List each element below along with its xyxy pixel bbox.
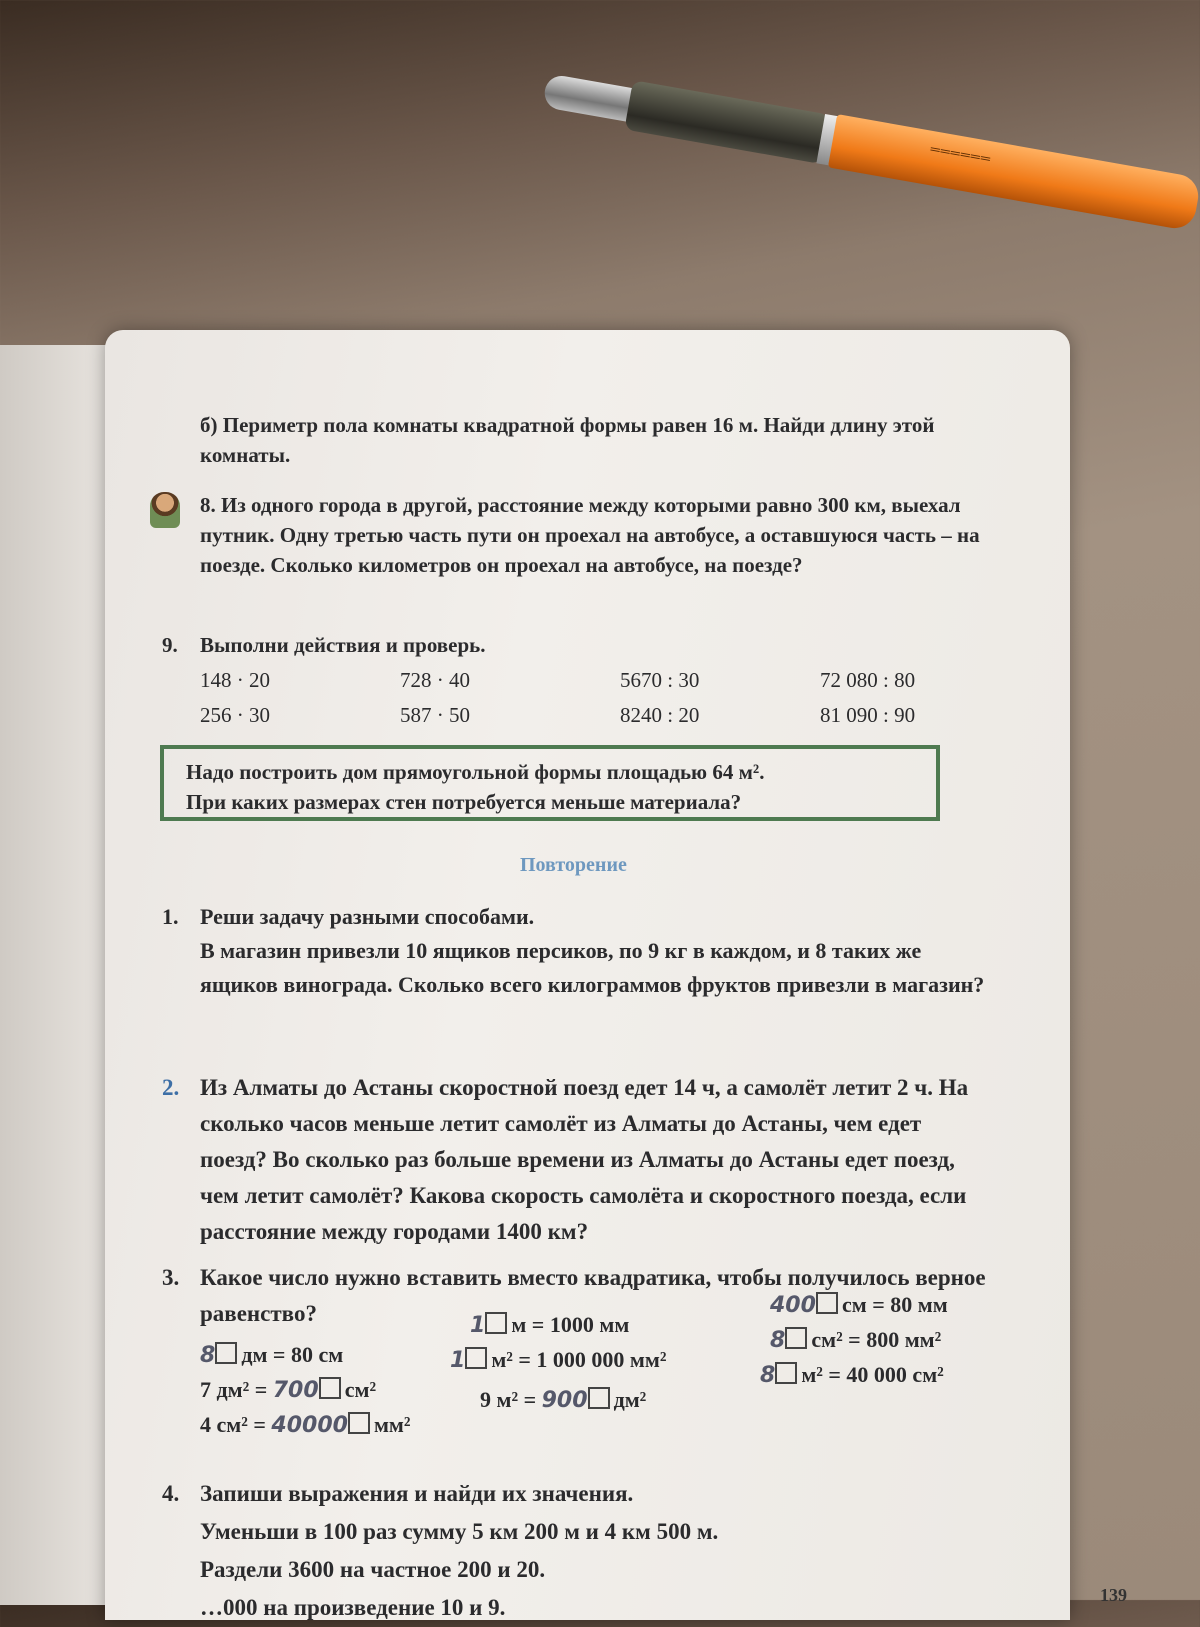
equation <box>480 1385 646 1416</box>
square-icon <box>319 1377 341 1399</box>
expression: 72 080 : 80 <box>820 668 916 692</box>
square-icon <box>816 1292 838 1314</box>
expression: 81 090 : 90 <box>820 703 916 727</box>
equation-text: см² = 800 мм² <box>811 1327 942 1352</box>
expression: 148 · 20 <box>200 668 270 692</box>
answer: 8 <box>760 1363 776 1388</box>
left-page <box>0 345 110 1605</box>
review-2-text: Из Алматы до Астаны скоростной поезд едет 14 ч, а самолёт летит 2 ч. На сколько часов меньше летит самолёт из Алматы до Астаны, чем едет поезд? Во сколько раз больше времени из Алматы до Астаны едет поезд, чем летит самолёт? Какова скорость самолёта и скоростного поезда, если расстояние между городами 1400 км? <box>200 1075 969 1244</box>
equation-text: м² = 1 000 000 мм² <box>491 1347 667 1372</box>
expression: 8240 : 20 <box>620 703 700 727</box>
equation <box>770 1290 948 1321</box>
review-4-line-3: …000 на произведение 10 и 9. <box>200 1595 506 1620</box>
answer: 40000 <box>271 1413 348 1438</box>
expression: 256 · 30 <box>200 703 270 727</box>
task-9 <box>162 630 990 660</box>
equation <box>200 1340 343 1371</box>
answer: 900 <box>541 1388 588 1413</box>
answer: 700 <box>272 1378 319 1403</box>
equation <box>470 1310 629 1341</box>
challenge-box <box>160 745 940 821</box>
answer: 1 <box>450 1348 466 1373</box>
review-4-title: Запиши выражения и найди их значения. <box>200 1481 634 1506</box>
review-4 <box>162 1475 990 1627</box>
equation-text: мм² <box>373 1412 411 1437</box>
review-1-title: Реши задачу разными способами. <box>200 904 535 929</box>
square-icon <box>465 1347 487 1369</box>
expression: 728 · 40 <box>400 668 470 692</box>
square-icon <box>485 1312 507 1334</box>
equation-text: м = 1000 мм <box>511 1312 630 1337</box>
task-8-text: Из одного города в другой, расстояние между которыми равно 300 км, выехал путник. Одну третью часть пути он проехал на автобусе, а оставшуюся часть – на поезде. Сколько километров он проехал на автобусе, на поезде? <box>200 493 980 577</box>
review-3-number: 3. <box>162 1265 180 1290</box>
equation <box>200 1410 411 1441</box>
review-1-number: 1. <box>162 904 179 929</box>
equation <box>200 1375 376 1406</box>
section-title: Повторение <box>520 854 627 876</box>
equation <box>770 1325 941 1356</box>
square-icon <box>348 1412 370 1434</box>
expression: 5670 : 30 <box>620 668 700 692</box>
equation-text: 4 см² = <box>200 1412 266 1437</box>
review-4-line-1: Уменьши в 100 раз сумму 5 км 200 м и 4 км 500 м. <box>200 1519 719 1544</box>
challenge-line-2: При каких размерах стен потребуется меньше материала? <box>186 790 742 814</box>
answer: 8 <box>200 1343 216 1368</box>
answer: 400 <box>770 1293 816 1318</box>
student-icon <box>150 492 180 528</box>
pen-tip <box>542 73 637 122</box>
textbook-page <box>105 330 1127 1620</box>
answer: 1 <box>470 1313 486 1338</box>
page-number: 139 <box>1100 1585 1127 1605</box>
task-8 <box>200 490 990 580</box>
answer: 8 <box>770 1328 786 1353</box>
equation-text: см = 80 мм <box>841 1292 948 1317</box>
equation <box>760 1360 944 1391</box>
equation-text: дм = 80 см <box>241 1342 344 1367</box>
task-9-number: 9. <box>162 633 178 657</box>
square-icon <box>775 1362 797 1384</box>
review-4-line-2: Раздели 3600 на частное 200 и 20. <box>200 1557 546 1582</box>
pen-brand-label: ══════ <box>929 140 993 167</box>
equation-text: м² = 40 000 см² <box>801 1362 944 1387</box>
equation-text: 9 м² = <box>480 1387 537 1412</box>
square-icon <box>785 1327 807 1349</box>
task-9-title: Выполни действия и проверь. <box>200 633 486 657</box>
challenge-line-1: Надо построить дом прямоугольной формы площадью 64 м². <box>186 760 765 784</box>
prev-task-b: б) Периметр пола комнаты квадратной формы равен 16 м. Найди длину этой комнаты. <box>200 413 935 467</box>
equation-text: 7 дм² = <box>200 1377 268 1402</box>
equation-text: дм² <box>613 1387 647 1412</box>
equation-text: см² <box>344 1377 377 1402</box>
expression: 587 · 50 <box>400 703 470 727</box>
review-1 <box>162 900 990 1002</box>
square-icon <box>588 1387 610 1409</box>
equation <box>450 1345 667 1376</box>
square-icon <box>215 1342 237 1364</box>
review-2-number: 2. <box>162 1075 180 1100</box>
review-3-title: Какое число нужно вставить вместо квадратика, чтобы получилось верное равенство? <box>200 1265 986 1326</box>
task-8-number: 8. <box>200 493 216 517</box>
review-4-number: 4. <box>162 1481 180 1506</box>
review-1-text: В магазин привезли 10 ящиков персиков, по 9 кг в каждом, и 8 таких же ящиков винограда. Сколько всего килограммов фруктов привезли в магазин? <box>200 938 985 997</box>
review-2 <box>162 1070 990 1250</box>
